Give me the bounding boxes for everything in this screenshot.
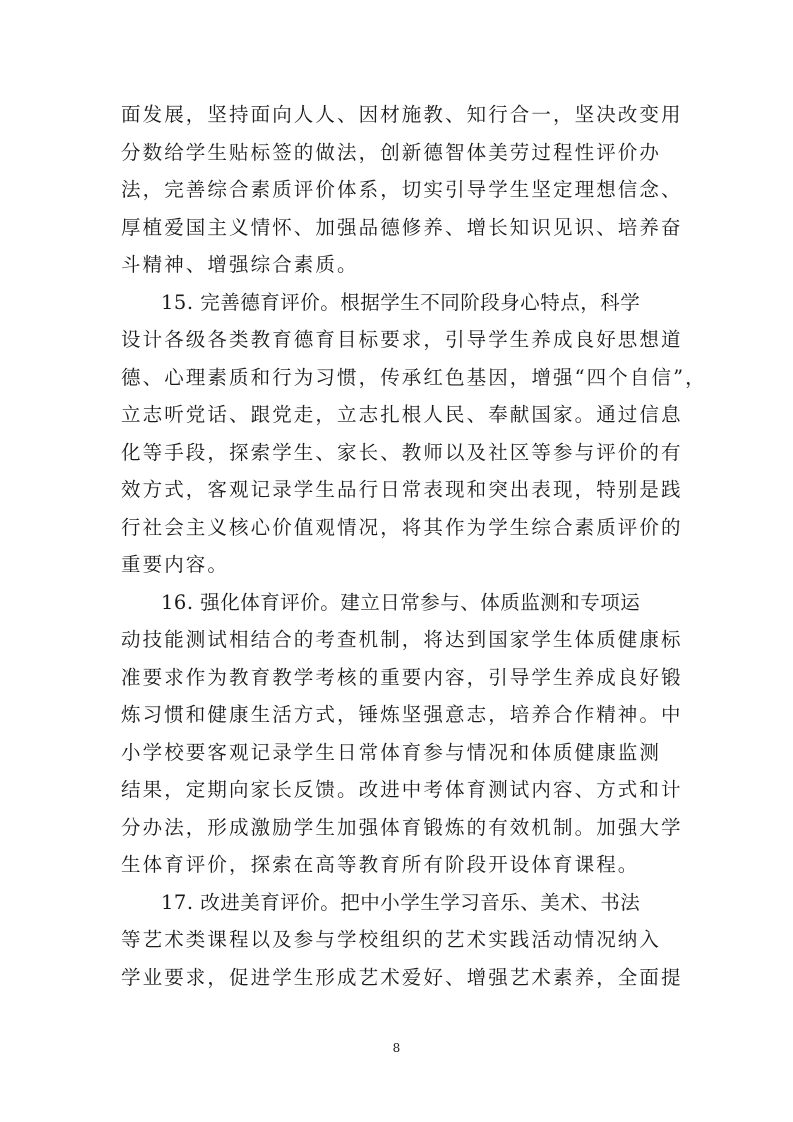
- paragraph-15-heading: 15. 完善德育评价。根据学生不同阶段身心特点，科学: [161, 290, 641, 314]
- text-line: 厚植爱国主义情怀、加强品德修养、增长知识见识、培养奋: [121, 215, 683, 239]
- paragraph-17-heading: 17. 改进美育评价。把中小学生学习音乐、美术、书法: [161, 890, 641, 914]
- text-line: 生体育评价，探索在高等教育所有阶段开设体育课程。: [121, 853, 640, 876]
- text-line: 化等手段，探索学生、家长、教师以及社区等参与评价的有: [121, 440, 683, 464]
- text-line: 斗精神、增强综合素质。: [121, 253, 359, 276]
- text-line: 分数给学生贴标签的做法，创新德智体美劳过程性评价办: [121, 140, 662, 164]
- text-line: 动技能测试相结合的考查机制，将达到国家学生体质健康标: [121, 628, 683, 651]
- text-line: 设计各级各类教育德育目标要求，引导学生养成良好思想道: [121, 328, 683, 351]
- text-line: 结果，定期向家长反馈。改进中考体育测试内容、方式和计: [121, 778, 683, 801]
- text-line: 立志听党话、跟党走，立志扎根人民、奉献国家。通过信息: [121, 403, 683, 426]
- text-line: 德、心理素质和行为习惯，传承红色基因，增强“四个自信”，: [121, 365, 707, 389]
- text-line: 炼习惯和健康生活方式，锤炼坚强意志，培养合作精神。中: [121, 703, 683, 726]
- text-line: 行社会主义核心价值观情况，将其作为学生综合素质评价的: [121, 515, 683, 539]
- text-line: 分办法，形成激励学生加强体育锻炼的有效机制。加强大学: [121, 815, 683, 839]
- text-line: 等艺术类课程以及参与学校组织的艺术实践活动情况纳入: [121, 928, 662, 951]
- paragraph-16-heading: 16. 强化体育评价。建立日常参与、体质监测和专项运: [161, 590, 641, 614]
- text-line: 重要内容。: [121, 553, 230, 576]
- page-number: 8: [392, 1041, 401, 1055]
- text-line: 效方式，客观记录学生品行日常表现和突出表现，特别是践: [121, 478, 683, 501]
- text-line: 法，完善综合素质评价体系，切实引导学生坚定理想信念、: [121, 178, 683, 201]
- text-line: 面发展，坚持面向人人、因材施教、知行合一，坚决改变用: [121, 103, 683, 126]
- text-line: 学业要求，促进学生形成艺术爱好、增强艺术素养，全面提: [121, 965, 683, 989]
- text-line: 小学校要客观记录学生日常体育参与情况和体质健康监测: [121, 740, 662, 764]
- text-line: 准要求作为教育教学考核的重要内容，引导学生养成良好锻: [121, 665, 683, 689]
